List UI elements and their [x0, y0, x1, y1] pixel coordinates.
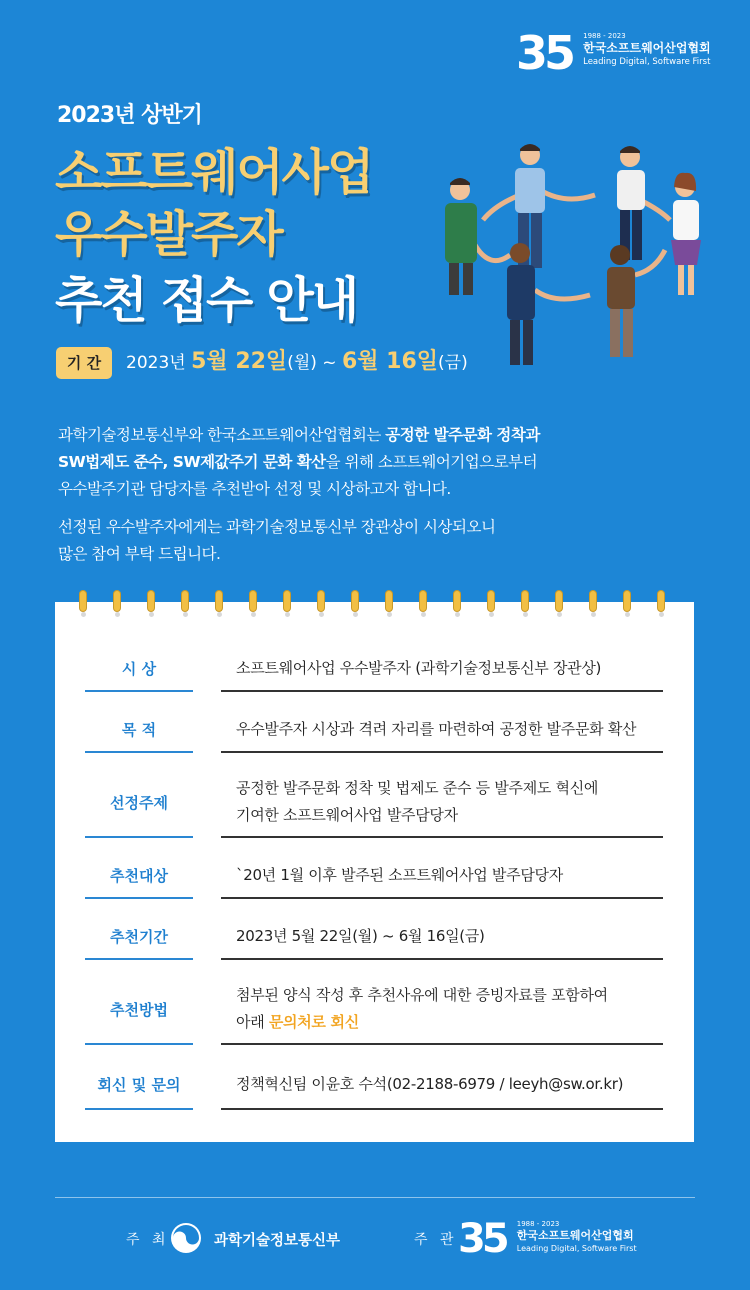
- row-value: [221, 914, 663, 960]
- logo-text: [517, 1220, 637, 1255]
- period-end-day: (금): [438, 353, 468, 373]
- row-value: [221, 707, 663, 753]
- row-label: 추천기간: [85, 914, 193, 960]
- intro-text: 많은 참여 부탁 드립니다.: [58, 545, 221, 563]
- notepad-ring: [589, 590, 597, 612]
- period-year: 2023년: [126, 353, 192, 373]
- table-row: [55, 707, 694, 753]
- row-value-text: `20년 1월 이후 발주된 소프트웨어사업 발주담당자: [236, 865, 563, 884]
- period-badge: 기 간: [56, 347, 112, 379]
- logo-tagline: Leading Digital, Software First: [516, 1244, 637, 1253]
- info-card: [55, 602, 694, 1142]
- row-label: 회신 및 문의: [85, 1060, 193, 1110]
- notepad-ring: [385, 590, 393, 612]
- row-value: [221, 975, 663, 1045]
- notepad-ring: [453, 590, 461, 612]
- notepad-ring: [521, 590, 529, 612]
- period-text: [126, 346, 468, 379]
- logo-org-name: 한국소프트웨어산업협회: [583, 41, 711, 55]
- intro-text: 우수발주기관 담당자를 추천받아 선정 및 시상하고자 합니다.: [58, 480, 451, 498]
- table-row: [55, 914, 694, 960]
- hero-title-line2: 우수발주자: [55, 206, 282, 263]
- row-value-text: 아래: [236, 1013, 269, 1031]
- notepad-ring: [555, 590, 563, 612]
- notepad-ring: [419, 590, 427, 612]
- row-value-text: 정책혁신팀 이윤호 수석(02-2188-6979 / leeyh@sw.or.kr): [236, 1074, 624, 1093]
- footer-divider: [55, 1197, 695, 1198]
- row-value-highlight: 문의처로 회신: [268, 1013, 359, 1031]
- logo-years: 1988 - 2023: [516, 1220, 560, 1228]
- intro-paragraph-1: [58, 422, 708, 503]
- hero-title-line3: 추천 접수 안내: [55, 272, 358, 329]
- row-value: [221, 853, 663, 899]
- logo-35-number: 35: [516, 26, 573, 80]
- logo-years: 1988 - 2023: [583, 32, 626, 40]
- government-emblem-icon: [170, 1222, 202, 1254]
- logo-org-name: 한국소프트웨어산업협회: [516, 1229, 634, 1242]
- hero-subtitle: 2023년 상반기: [57, 103, 202, 128]
- notepad-ring: [79, 590, 87, 612]
- table-row: [55, 1060, 694, 1110]
- notepad-ring: [487, 590, 495, 612]
- row-label: 추천방법: [85, 975, 193, 1045]
- intro-bold: SW법제도 준수, SW제값주기 문화 확산: [58, 453, 326, 471]
- row-value: [221, 646, 663, 692]
- row-label: 시 상: [85, 646, 193, 692]
- notepad-ring: [283, 590, 291, 612]
- row-value-text: 기여한 소프트웨어사업 발주담당자: [236, 806, 458, 824]
- people-circle-illustration: [435, 135, 725, 370]
- logo-tagline: Leading Digital, Software First: [583, 57, 711, 67]
- logo-35-number: 35: [458, 1216, 506, 1262]
- hero-title-line1: 소프트웨어사업: [55, 144, 373, 201]
- notepad-ring: [147, 590, 155, 612]
- notepad-ring: [215, 590, 223, 612]
- table-row: [55, 975, 694, 1045]
- row-value-text: 공정한 발주문화 정착 및 법제도 준수 등 발주제도 혁신에: [236, 779, 599, 797]
- row-value: [221, 768, 663, 838]
- host-name: 과학기술정보통신부: [214, 1233, 341, 1249]
- notepad-ring: [317, 590, 325, 612]
- row-label: 목 적: [85, 707, 193, 753]
- table-row: [55, 853, 694, 899]
- row-label: 선정주제: [85, 768, 193, 838]
- row-value-text: 첨부된 양식 작성 후 추천사유에 대한 증빙자료를 포함하여: [236, 986, 608, 1004]
- intro-text: 선정된 우수발주자에게는 과학기술정보통신부 장관상이 시상되오니: [58, 518, 496, 536]
- notepad-ring: [623, 590, 631, 612]
- notepad-ring: [249, 590, 257, 612]
- period-end: 6월 16일: [341, 349, 439, 374]
- kosa-logo-footer: [458, 1218, 658, 1262]
- notepad-ring: [657, 590, 665, 612]
- period-start-day: (월) ~: [287, 353, 342, 373]
- row-value-text: 2023년 5월 22일(월) ~ 6월 16일(금): [236, 926, 485, 945]
- period-start: 5월 22일: [191, 349, 288, 374]
- notepad-ring: [113, 590, 121, 612]
- host-label: 주 최: [126, 1232, 170, 1248]
- kosa-logo: [516, 26, 736, 80]
- intro-text: 과학기술정보통신부와 한국소프트웨어산업협회는: [58, 426, 386, 444]
- intro-paragraph-2: [58, 514, 708, 568]
- table-row: [55, 646, 694, 692]
- table-row: [55, 768, 694, 838]
- logo-text: [583, 32, 711, 68]
- intro-text: 을 위해 소프트웨어기업으로부터: [325, 453, 538, 471]
- row-value-text: 우수발주자 시상과 격려 자리를 마련하여 공정한 발주문화 확산: [236, 719, 637, 738]
- row-value-text: 소프트웨어사업 우수발주자 (과학기술정보통신부 장관상): [236, 658, 602, 677]
- notepad-ring: [181, 590, 189, 612]
- row-label: 추천대상: [85, 853, 193, 899]
- row-value: [221, 1060, 663, 1110]
- organizer-label: 주 관: [414, 1232, 458, 1248]
- intro-bold: 공정한 발주문화 정착과: [385, 426, 540, 444]
- notepad-ring: [351, 590, 359, 612]
